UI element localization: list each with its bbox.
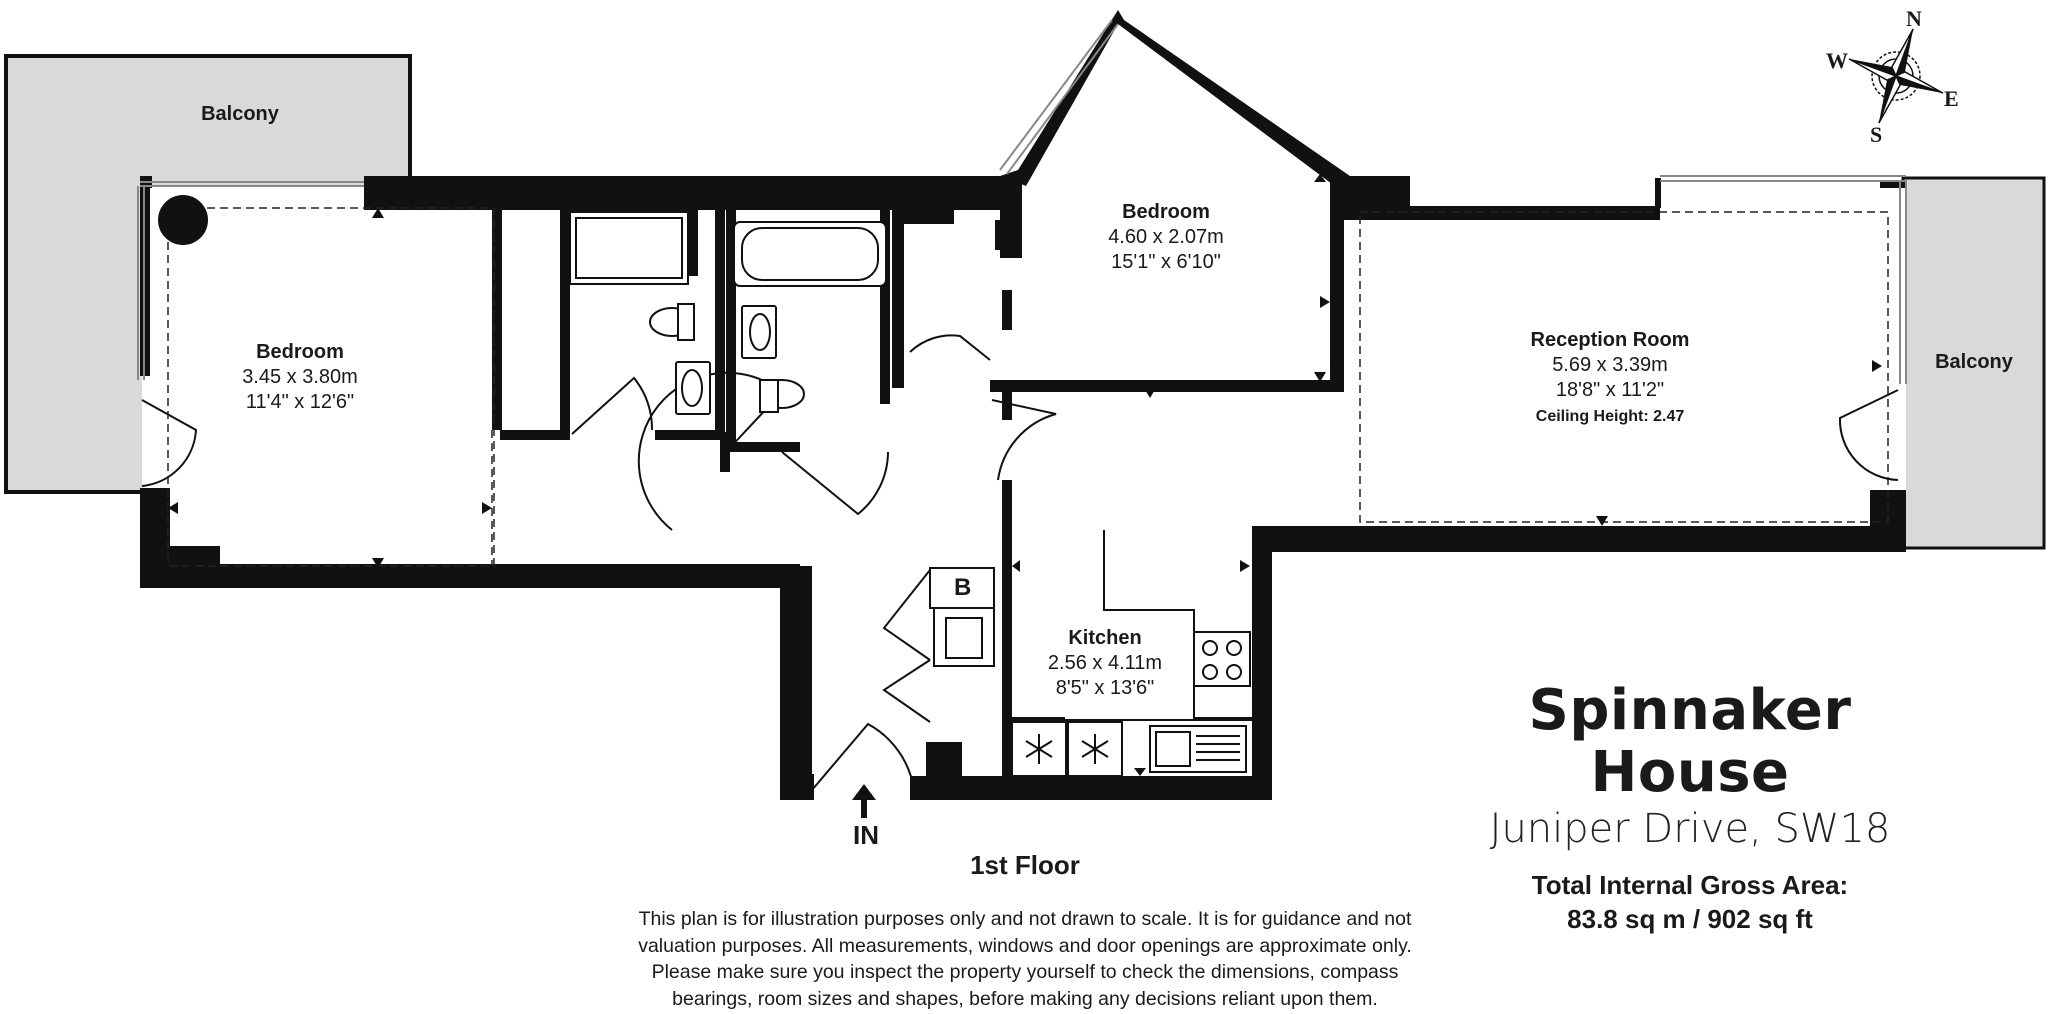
bedroom-top-imperial: 15'1" x 6'10" [1111, 251, 1221, 273]
disclaimer-line: valuation purposes. All measurements, windows and door openings are approximate only. [638, 934, 1412, 957]
disclaimer [560, 906, 1490, 1012]
floor-label: 1st Floor [970, 850, 1080, 880]
bedroom-top-label [1086, 200, 1246, 275]
balcony-left-label: Balcony [201, 103, 279, 125]
area-label: Total Internal Gross Area: [1531, 870, 1849, 901]
bedroom-top-name: Bedroom [1122, 201, 1210, 223]
entrance-arrow-icon [852, 784, 876, 818]
reception-room-name: Reception Room [1530, 329, 1690, 351]
disclaimer-line: This plan is for illustration purposes only and not drawn to scale. It is for guidance and not [638, 908, 1412, 930]
reception-room-label [1490, 328, 1730, 427]
disclaimer-line: Please make sure you inspect the property yourself to check the dimensions, compass [651, 961, 1399, 983]
compass-rose-icon [1832, 12, 1960, 140]
compass-east-label: E [1944, 86, 1959, 111]
reception-room-imperial: 18'8" x 11'2" [1555, 379, 1665, 401]
property-name: Spinnaker House [1528, 678, 1852, 805]
compass-north-label: N [1906, 6, 1922, 31]
kitchen-label [1020, 626, 1190, 701]
disclaimer-line: bearings, room sizes and shapes, before making any decisions reliant upon them. [672, 987, 1378, 1010]
area-value: 83.8 sq m / 902 sq ft [1567, 903, 1813, 934]
boiler-label: B [954, 574, 972, 601]
property-address: Juniper Drive, SW18 [1489, 806, 1891, 853]
balcony-right-label: Balcony [1935, 351, 2013, 373]
bedroom-left-metric: 3.45 x 3.80m [242, 366, 358, 388]
bedroom-left-imperial: 11'4" x 12'6" [245, 391, 355, 413]
kitchen-imperial: 8'5" x 13'6" [1055, 677, 1155, 699]
bedroom-left-name: Bedroom [256, 341, 344, 363]
compass-west-label: W [1826, 48, 1848, 73]
kitchen-metric: 2.56 x 4.11m [1047, 652, 1163, 674]
kitchen-name: Kitchen [1068, 627, 1142, 649]
bedroom-left-label [220, 340, 380, 415]
column-pillar [158, 195, 208, 245]
title-block [1460, 680, 1920, 937]
reception-ceiling-height: Ceiling Height: 2.47 [1535, 408, 1685, 425]
bedroom-top-metric: 4.60 x 2.07m [1108, 226, 1224, 248]
compass-south-label: S [1870, 122, 1883, 147]
reception-room-metric: 5.69 x 3.39m [1552, 354, 1668, 376]
entrance-label: IN [853, 820, 879, 850]
